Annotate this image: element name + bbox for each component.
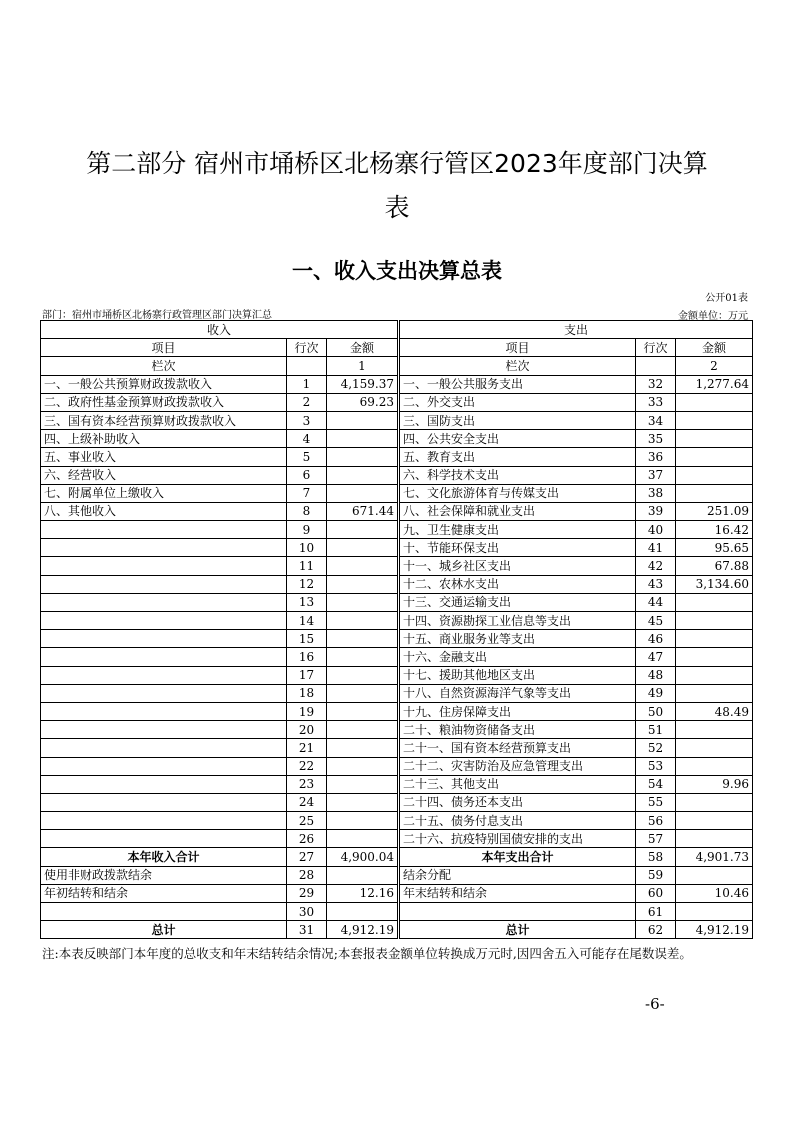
expense-item-cell: 结余分配 [399,866,636,884]
table-row [41,684,753,702]
income-item-cell [41,793,287,811]
expense-item-cell: 一、一般公共服务支出 [399,375,636,393]
expense-item-cell: 六、科学技术支出 [399,466,636,484]
expense-rowno-cell: 33 [636,393,676,411]
table-row [41,448,753,466]
income-rowno-cell: 5 [287,448,327,466]
income-rowno-cell: 7 [287,484,327,502]
expense-item-cell: 五、教育支出 [399,448,636,466]
table-row [41,521,753,539]
income-rowno-cell: 14 [287,612,327,630]
income-item-cell: 六、经营收入 [41,466,287,484]
income-item-cell [41,666,287,684]
income-rowno-cell: 25 [287,812,327,830]
expense-amount-cell: 4,901.73 [676,848,753,866]
income-rowno-cell: 11 [287,557,327,575]
expense-column-label: 栏次 [399,357,636,375]
income-header: 收入 [41,321,399,339]
expense-rowno-cell: 61 [636,903,676,921]
expense-item-cell: 十四、资源勘探工业信息等支出 [399,612,636,630]
expense-rowno-cell: 51 [636,721,676,739]
income-item-cell [41,903,287,921]
income-item-cell: 七、附属单位上缴收入 [41,484,287,502]
income-rowno-cell: 24 [287,793,327,811]
income-amount-cell: 671.44 [327,502,399,520]
expense-rowno-cell: 45 [636,612,676,630]
expense-item-cell: 二十三、其他支出 [399,775,636,793]
income-amount-cell [327,793,399,811]
income-item-cell [41,630,287,648]
expense-rowno-cell: 34 [636,411,676,429]
income-item-cell: 五、事业收入 [41,448,287,466]
income-amount-cell [327,484,399,502]
income-amount-cell: 4,912.19 [327,921,399,939]
table-row [41,539,753,557]
income-amount-cell [327,430,399,448]
income-item-cell: 年初结转和结余 [41,884,287,902]
table-row [41,830,753,848]
expense-amount-cell [676,612,753,630]
expense-item-cell: 本年支出合计 [399,848,636,866]
expense-amount-cell: 3,134.60 [676,575,753,593]
expense-amount-cell [676,830,753,848]
table-row [41,557,753,575]
expense-rowno-cell: 47 [636,648,676,666]
table-row [41,812,753,830]
income-rowno-cell: 21 [287,739,327,757]
expense-amount-cell [676,484,753,502]
expense-item-cell: 十二、农林水支出 [399,575,636,593]
table-row [41,648,753,666]
footnote: 注:本表反映部门本年度的总收支和年末结转结余情况;本套报表金额单位转换成万元时,因四舍五入可能存在尾数误差。 [42,946,692,961]
income-rowno-cell: 12 [287,575,327,593]
income-item-cell: 本年收入合计 [41,848,287,866]
income-item-cell [41,739,287,757]
page-title [60,142,734,230]
expense-item-cell: 三、国防支出 [399,411,636,429]
expense-amount-cell [676,630,753,648]
income-amount-cell [327,757,399,775]
income-amount-cell [327,448,399,466]
expense-amount-cell [676,721,753,739]
income-amount-cell [327,575,399,593]
table-title: 一、收入支出决算总表 [292,259,502,283]
income-amount-cell [327,557,399,575]
expense-item-cell: 八、社会保障和就业支出 [399,502,636,520]
income-amount-cell [327,539,399,557]
table-row [41,612,753,630]
table-row [41,921,753,939]
income-rowno-cell: 15 [287,630,327,648]
table-header-row [41,321,753,339]
expense-amount-cell [676,430,753,448]
expense-rowno-cell: 39 [636,502,676,520]
table-row [41,630,753,648]
income-rowno-cell: 27 [287,848,327,866]
expense-rowno-cell: 36 [636,448,676,466]
income-amount-cell: 69.23 [327,393,399,411]
table-row [41,393,753,411]
income-item-cell: 八、其他收入 [41,502,287,520]
expense-rowno-cell: 49 [636,684,676,702]
income-item-cell [41,684,287,702]
income-item-cell [41,539,287,557]
income-column-index-blank [287,357,327,375]
table-row [41,903,753,921]
expense-item-cell: 七、文化旅游体育与传媒支出 [399,484,636,502]
expense-rowno-cell: 40 [636,521,676,539]
expense-item-cell: 九、卫生健康支出 [399,521,636,539]
expense-item-cell: 二十二、灾害防治及应急管理支出 [399,757,636,775]
expense-amount-cell: 10.46 [676,884,753,902]
income-column-label: 栏次 [41,357,287,375]
income-item-cell [41,830,287,848]
table-row [41,484,753,502]
income-amount-cell [327,812,399,830]
expense-amount-cell: 67.88 [676,557,753,575]
income-amount-cell [327,830,399,848]
income-amount-cell: 4,159.37 [327,375,399,393]
expense-rowno-cell: 41 [636,539,676,557]
income-amount-cell: 12.16 [327,884,399,902]
expense-item-cell: 十六、金融支出 [399,648,636,666]
income-item-cell [41,702,287,720]
expense-item-cell: 十五、商业服务业等支出 [399,630,636,648]
expense-item-cell: 十三、交通运输支出 [399,593,636,611]
income-item-cell [41,521,287,539]
expense-amount-cell [676,666,753,684]
expense-rowno-cell: 37 [636,466,676,484]
expense-item-cell: 十七、援助其他地区支出 [399,666,636,684]
expense-item-cell: 十八、自然资源海洋气象等支出 [399,684,636,702]
income-amount-cell [327,648,399,666]
expense-item-cell: 二十六、抗疫特别国债安排的支出 [399,830,636,848]
income-rowno-cell: 22 [287,757,327,775]
table-row [41,411,753,429]
income-item-cell: 使用非财政拨款结余 [41,866,287,884]
table-row [41,739,753,757]
income-rowno-cell: 19 [287,702,327,720]
income-item-cell: 一、一般公共预算财政拨款收入 [41,375,287,393]
column-index-row [41,357,753,375]
income-rowno-cell: 30 [287,903,327,921]
expense-amount-cell [676,757,753,775]
column-header-row [41,339,753,357]
expense-rowno-cell: 35 [636,430,676,448]
expense-rowno-cell: 43 [636,575,676,593]
income-rowno-cell: 16 [287,648,327,666]
income-column-index: 1 [327,357,399,375]
income-amount-cell [327,593,399,611]
income-amount-cell [327,903,399,921]
table-row [41,466,753,484]
table-row [41,721,753,739]
income-amount-cell [327,702,399,720]
income-rowno-cell: 4 [287,430,327,448]
expense-rowno-cell: 32 [636,375,676,393]
income-rowno-cell: 10 [287,539,327,557]
expense-item-cell: 十、节能环保支出 [399,539,636,557]
expense-amount-header: 金额 [676,339,753,357]
income-rowno-cell: 18 [287,684,327,702]
table-row [41,575,753,593]
page-title-line1: 第二部分 宿州市埇桥区北杨寨行管区2023年度部门决算 [86,149,708,178]
expense-item-cell: 四、公共安全支出 [399,430,636,448]
income-amount-cell [327,466,399,484]
income-rowno-cell: 13 [287,593,327,611]
expense-rowno-cell: 56 [636,812,676,830]
expense-amount-cell: 4,912.19 [676,921,753,939]
income-item-cell [41,648,287,666]
table-row [41,502,753,520]
income-amount-cell [327,721,399,739]
expense-amount-cell [676,648,753,666]
table-row [41,593,753,611]
income-item-cell [41,775,287,793]
income-item-cell [41,593,287,611]
expense-amount-cell [676,466,753,484]
expense-item-cell: 二十一、国有资本经营预算支出 [399,739,636,757]
income-amount-cell [327,866,399,884]
income-item-cell: 三、国有资本经营预算财政拨款收入 [41,411,287,429]
expense-amount-cell [676,739,753,757]
expense-amount-cell [676,793,753,811]
unit-label: 金额单位：万元 [678,311,748,322]
expense-amount-cell [676,812,753,830]
expense-amount-cell [676,448,753,466]
income-rowno-cell: 1 [287,375,327,393]
income-rowno-cell: 29 [287,884,327,902]
expense-rowno-cell: 58 [636,848,676,866]
expense-rowno-cell: 38 [636,484,676,502]
expense-item-cell: 二十四、债务还本支出 [399,793,636,811]
income-expense-table [40,320,753,939]
income-item-cell: 二、政府性基金预算财政拨款收入 [41,393,287,411]
expense-amount-cell: 48.49 [676,702,753,720]
expense-rowno-cell: 48 [636,666,676,684]
income-amount-cell [327,630,399,648]
expense-rowno-cell: 62 [636,921,676,939]
income-rowno-cell: 31 [287,921,327,939]
income-rowno-cell: 3 [287,411,327,429]
expense-amount-cell [676,593,753,611]
income-item-cell [41,812,287,830]
expense-rowno-cell: 60 [636,884,676,902]
table-row [41,666,753,684]
expense-rowno-cell: 59 [636,866,676,884]
table-row [41,793,753,811]
income-amount-cell [327,775,399,793]
income-rowno-cell: 9 [287,521,327,539]
expense-item-cell: 二十五、债务付息支出 [399,812,636,830]
table-row [41,757,753,775]
expense-rowno-cell: 50 [636,702,676,720]
income-item-cell [41,757,287,775]
income-amount-cell [327,612,399,630]
expense-rowno-cell: 52 [636,739,676,757]
expense-item-cell: 二、外交支出 [399,393,636,411]
table-row [41,375,753,393]
income-item-cell [41,721,287,739]
income-item-cell: 总计 [41,921,287,939]
income-rowno-cell: 17 [287,666,327,684]
expense-item-cell: 总计 [399,921,636,939]
expense-rowno-cell: 53 [636,757,676,775]
income-amount-cell: 4,900.04 [327,848,399,866]
table-row [41,702,753,720]
page-number: -6- [645,995,665,1013]
expense-column-index-blank [636,357,676,375]
expense-item-cell: 年末结转和结余 [399,884,636,902]
income-amount-cell [327,666,399,684]
expense-item-cell: 十一、城乡社区支出 [399,557,636,575]
table-row [41,866,753,884]
income-rowno-cell: 23 [287,775,327,793]
expense-amount-cell [676,411,753,429]
table-row [41,848,753,866]
page-title-line2: 表 [384,193,410,222]
income-rowno-cell: 26 [287,830,327,848]
table-row [41,430,753,448]
expense-rowno-cell: 46 [636,630,676,648]
income-amount-cell [327,411,399,429]
expense-item-cell: 二十、粮油物资储备支出 [399,721,636,739]
expense-amount-cell [676,866,753,884]
expense-amount-cell [676,393,753,411]
table-row [41,775,753,793]
expense-amount-cell: 1,277.64 [676,375,753,393]
expense-amount-cell: 251.09 [676,502,753,520]
income-amount-cell [327,521,399,539]
income-rowno-cell: 20 [287,721,327,739]
income-item-cell: 四、上级补助收入 [41,430,287,448]
expense-rowno-cell: 44 [636,593,676,611]
table-code: 公开01表 [705,293,748,304]
expense-column-index: 2 [676,357,753,375]
table-row [41,884,753,902]
income-rowno-cell: 8 [287,502,327,520]
expense-rowno-cell: 54 [636,775,676,793]
expense-rowno-cell: 42 [636,557,676,575]
income-rowno-header: 行次 [287,339,327,357]
department-label: 部门：宿州市埇桥区北杨寨行政管理区部门决算汇总 [42,310,272,321]
income-amount-cell [327,684,399,702]
expense-rowno-cell: 57 [636,830,676,848]
income-rowno-cell: 6 [287,466,327,484]
income-rowno-cell: 2 [287,393,327,411]
expense-header: 支出 [399,321,753,339]
expense-amount-cell: 16.42 [676,521,753,539]
income-item-cell [41,612,287,630]
expense-amount-cell: 9.96 [676,775,753,793]
income-item-header: 项目 [41,339,287,357]
expense-rowno-cell: 55 [636,793,676,811]
expense-item-header: 项目 [399,339,636,357]
expense-amount-cell: 95.65 [676,539,753,557]
expense-rowno-header: 行次 [636,339,676,357]
income-amount-cell [327,739,399,757]
income-amount-header: 金额 [327,339,399,357]
expense-item-cell [399,903,636,921]
income-item-cell [41,557,287,575]
expense-item-cell: 十九、住房保障支出 [399,702,636,720]
income-item-cell [41,575,287,593]
expense-amount-cell [676,903,753,921]
income-rowno-cell: 28 [287,866,327,884]
expense-amount-cell [676,684,753,702]
